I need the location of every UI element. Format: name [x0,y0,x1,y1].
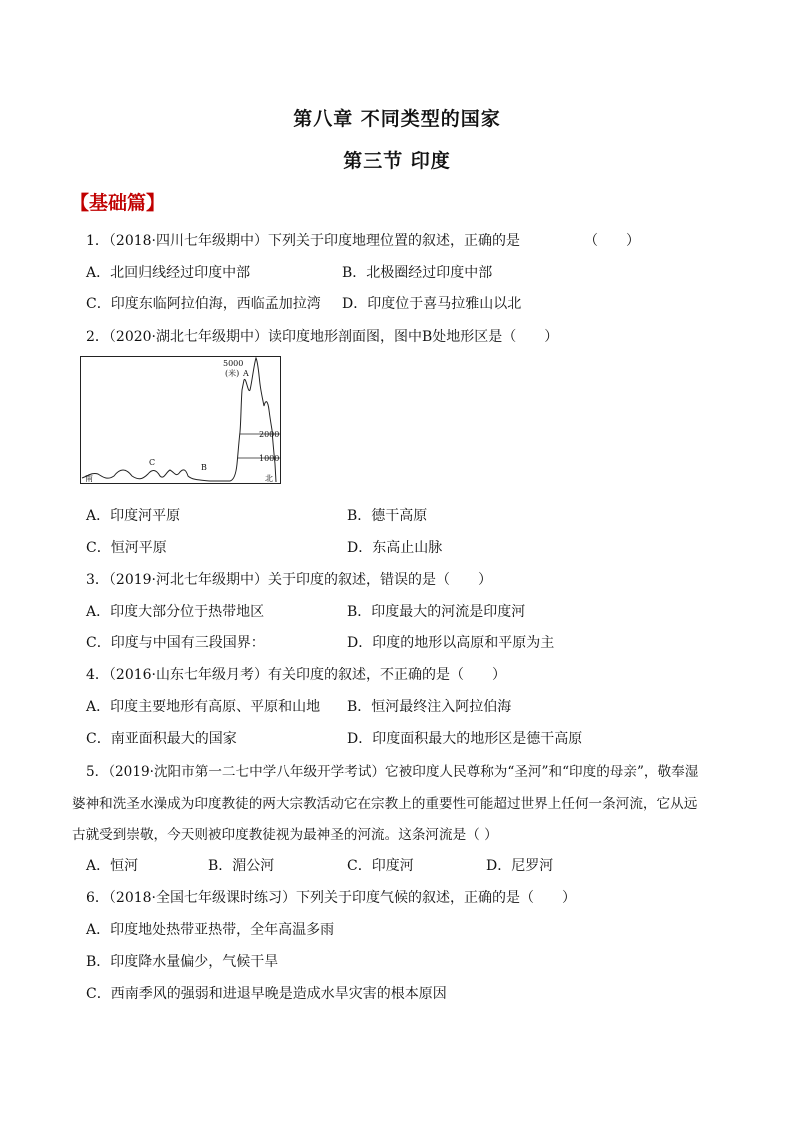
question-5-stem-line-1: 5．（2019·沈阳市第一二七中学八年级开学考试）它被印度人民尊称为“圣河”和“印度的母亲”，敬奉湿 [86,764,699,780]
question-5-option-c: C．印度河 [347,858,414,874]
question-3-option-b: B．印度最大的河流是印度河 [347,604,526,620]
question-2-option-b: B．德干高原 [347,508,428,524]
axis-label-1000: 1000 [259,454,280,463]
chapter-title: 第八章 不同类型的国家 [293,108,501,130]
question-6-stem: 6．（2018·全国七年级课时练习）下列关于印度气候的叙述，正确的是（ ） [86,890,576,906]
question-3-stem: 3．（2019·河北七年级期中）关于印度的叙述，错误的是（ ） [86,572,492,588]
question-4-stem: 4．（2016·山东七年级月考）有关印度的叙述，不正确的是（ ） [86,667,506,683]
question-5-option-a: A．恒河 [86,858,139,874]
question-1-stem: 1．（2018·四川七年级期中）下列关于印度地理位置的叙述，正确的是 [86,233,520,249]
section-title: 第三节 印度 [343,150,451,172]
question-5-stem-line-3: 古就受到崇敬，今天则被印度教徒视为最神圣的河流。这条河流是（ ） [72,827,498,843]
question-5-option-b: B．湄公河 [208,858,275,874]
north-label: 北 [265,474,273,483]
question-6-option-c: C．西南季风的强弱和进退早晚是造成水旱灾害的根本原因 [86,986,447,1002]
question-5-option-d: D．尼罗河 [486,858,554,874]
axis-unit-label: (米) [225,369,240,378]
question-4-option-c: C．南亚面积最大的国家 [86,731,237,747]
question-1-answer-paren: （ ） [584,233,640,249]
question-2-option-c: C．恒河平原 [86,540,167,556]
terrain-profile-figure [80,354,308,490]
axis-label-5000: 5000 [223,359,244,368]
question-2-option-d: D．东高止山脉 [347,540,443,556]
axis-label-2000: 2000 [259,430,280,439]
question-1-option-d: D．印度位于喜马拉雅山以北 [342,296,522,312]
question-3-option-a: A．印度大部分位于热带地区 [86,604,265,620]
figure-frame [81,357,281,484]
question-4-option-b: B．恒河最终注入阿拉伯海 [347,699,512,715]
point-label-a: A [243,369,249,378]
question-3-option-c: C．印度与中国有三段国界： [86,635,265,651]
south-label: 南 [85,474,93,483]
question-2-stem: 2．（2020·湖北七年级期中）读印度地形剖面图，图中B处地形区是（ ） [86,329,559,345]
question-6-option-a: A．印度地处热带亚热带，全年高温多雨 [86,922,335,938]
question-2-option-a: A．印度河平原 [86,508,181,524]
section-label: 【基础篇】 [70,192,166,214]
question-3-option-d: D．印度的地形以高原和平原为主 [347,635,555,651]
point-label-b: B [201,463,207,472]
point-label-c: C [149,458,156,467]
question-1-option-b: B．北极圈经过印度中部 [342,265,493,281]
question-4-option-d: D．印度面积最大的地形区是德干高原 [347,731,583,747]
question-1-option-a: A．北回归线经过印度中部 [86,265,251,281]
question-4-option-a: A．印度主要地形有高原、平原和山地 [86,699,321,715]
question-1-option-c: C．印度东临阿拉伯海，西临孟加拉湾 [86,296,321,312]
question-6-option-b: B．印度降水量偏少，气候干旱 [86,954,279,970]
question-5-stem-line-2: 婆神和洗圣水澡成为印度教徒的两大宗教活动它在宗教上的重要性可能超过世界上任何一条河流，它从远 [72,796,698,812]
